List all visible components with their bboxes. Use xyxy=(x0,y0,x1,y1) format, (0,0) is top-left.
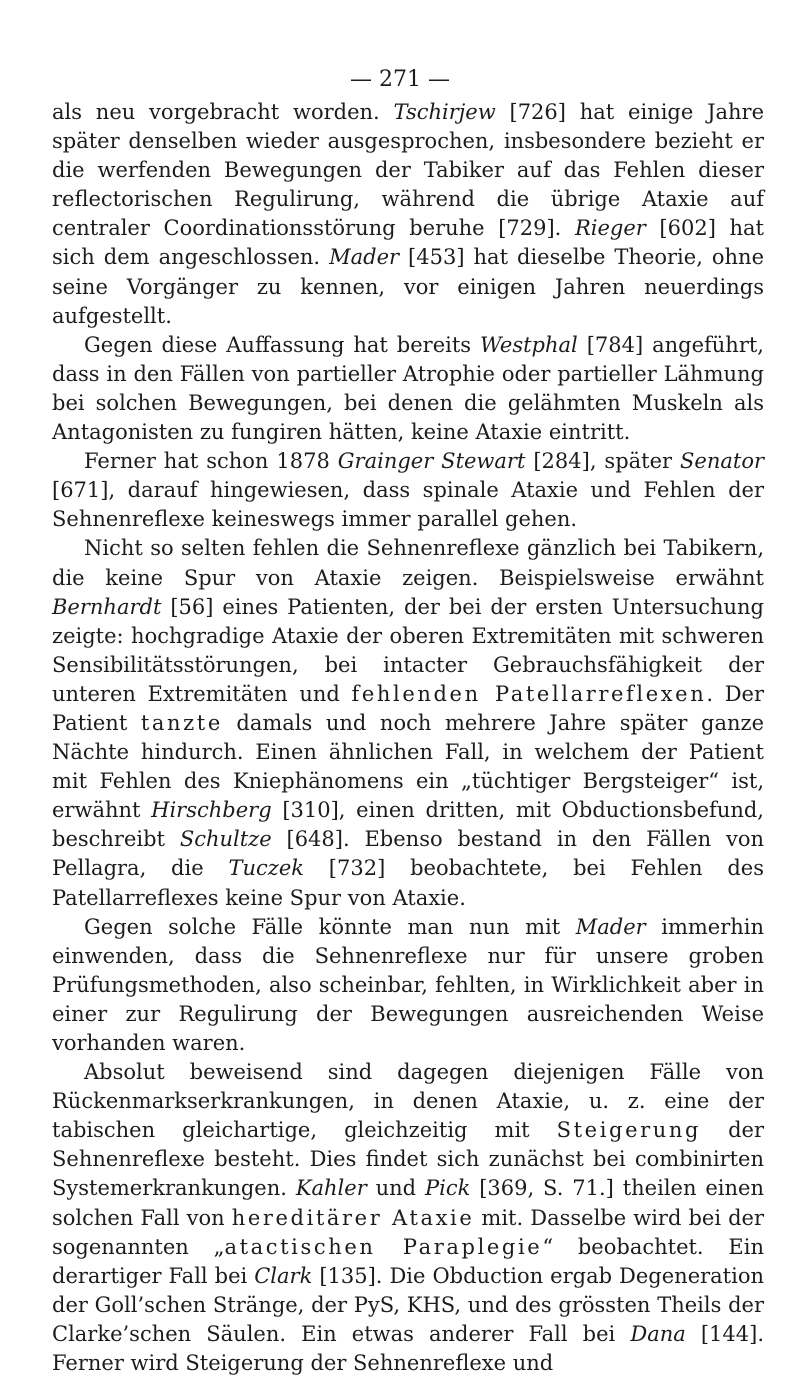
author-name: Bernhardt xyxy=(52,594,162,619)
author-name: Dana xyxy=(630,1321,686,1346)
text-segment: “ beobachtet. Ein derartiger Fall bei xyxy=(52,1234,764,1288)
text-segment: [284], später xyxy=(525,449,681,474)
emphasis-text: tanzte xyxy=(140,710,223,735)
text-segment: [144]. Ferner wird Steigerung der Sehnenreflexe und xyxy=(52,1321,764,1376)
author-name: Grainger Stewart xyxy=(337,449,526,474)
emphasis-text: Steigerung xyxy=(556,1118,702,1143)
text-segment: [56] eines Patienten, der bei der ersten Untersuchung zeigte: hochgradige Ataxie der oberen Extremitäten mit schweren Sensibilitätsstörungen, bei intacter Gebrauchsfähigkeit der unteren Extremitäten und xyxy=(52,594,764,706)
author-name: Tschirjew xyxy=(393,100,496,124)
text-segment: [784] angeführt, dass in den Fällen von partieller Atrophie oder partieller Lähmung bei solchen Bewegungen, bei denen die gelähmten Muskeln als Antagonisten zu fungiren hätten, keine Ataxie eintritt. xyxy=(52,332,764,445)
text-segment: Gegen solche Fälle könnte man nun mit xyxy=(84,914,576,939)
author-name: Mader xyxy=(329,245,400,270)
text-segment: [726] hat einige Jahre später denselben wieder ausgesprochen, insbesondere bezieht er die werfenden Bewegungen der Tabiker auf das Fehlen dieser reflectorischen Regulirung, während die übrige Ataxie auf centraler Coordinationsstörung beruhe [729]. xyxy=(52,100,764,241)
author-name: Senator xyxy=(680,449,764,474)
page-number: — 271 — xyxy=(350,67,450,92)
text-segment: [453] hat dieselbe Theorie, ohne seine Vorgänger zu kennen, vor einigen Jahren neuerdings aufgestellt. xyxy=(52,245,764,328)
author-name: Westphal xyxy=(480,332,578,357)
author-name: Kahler xyxy=(295,1176,367,1201)
text-segment: und xyxy=(366,1176,425,1201)
author-name: Pick xyxy=(425,1176,471,1201)
body-text xyxy=(52,98,764,1378)
text-segment: [310], einen dritten, mit Obductionsbefund, beschreibt xyxy=(52,798,764,852)
emphasis-text: hereditärer Ataxie xyxy=(231,1205,475,1230)
author-name: Mader xyxy=(575,914,646,939)
text-segment: Ferner hat schon 1878 xyxy=(84,449,338,474)
text-segment: als neu vorgebracht worden. xyxy=(52,100,394,124)
text-segment: [602] hat sich dem angeschlossen. xyxy=(52,216,764,270)
paragraph xyxy=(52,913,764,1058)
paragraph xyxy=(52,1058,764,1378)
text-segment: [671], darauf hingewiesen, dass spinale Ataxie und Fehlen der Sehnenreflexe keineswegs immer parallel gehen. xyxy=(52,478,764,532)
emphasis-text: fehlenden Patellarreflexen xyxy=(351,681,707,706)
text-segment: . Der Patient xyxy=(52,681,765,735)
text-segment: damals und noch mehrere Jahre später ganze Nächte hindurch. Einen ähnlichen Fall, in welchem der Patient mit Fehlen des Kniephänomens ein „tüchtiger Bergsteiger“ ist, erwähnt xyxy=(52,710,764,823)
author-name: Clark xyxy=(254,1263,313,1288)
text-segment: der Sehnenreflexe besteht. Dies findet sich zunächst bei combinirten Systemerkrankungen. xyxy=(52,1118,764,1201)
text-segment: [369, S. 71.] theilen einen solchen Fall von xyxy=(52,1176,764,1230)
text-segment: immerhin einwenden, dass die Sehnenreflexe nur für unsere groben Prüfungsmethoden, also scheinbar, fehlten, in Wirklichkeit aber in einer zur Regulirung der Bewegungen ausreichenden Weise vorhanden waren. xyxy=(52,914,764,1055)
text-segment: [648]. Ebenso bestand in den Fällen von Pellagra, die xyxy=(52,827,764,881)
text-segment: [732] beobachtete, bei Fehlen des Patellarreflexes keine Spur von Ataxie. xyxy=(52,856,764,910)
paragraph xyxy=(52,534,764,912)
text-segment: Nicht so selten fehlen die Sehnenreflexe gänzlich bei Tabikern, die keine Spur von Ataxie zeigen. Beispielsweise erwähnt xyxy=(52,536,764,590)
author-name: Rieger xyxy=(574,216,646,241)
paragraph xyxy=(52,331,764,447)
author-name: Schultze xyxy=(179,827,272,852)
paragraph xyxy=(52,98,764,331)
text-segment: Absolut beweisend sind dagegen diejenigen Fälle von Rückenmarkserkrankungen, in denen Ataxie, u. z. eine der tabischen gleichartige, gleichzeitig mit xyxy=(52,1060,764,1143)
paragraph xyxy=(52,447,764,534)
author-name: Hirschberg xyxy=(151,798,272,823)
emphasis-text: atactischen Paraplegie xyxy=(224,1234,543,1259)
text-segment: Gegen diese Auffassung hat bereits xyxy=(84,332,481,357)
text-segment: [135]. Die Obduction ergab Degeneration der Goll’schen Stränge, der PyS, KHS, und des grössten Theils der Clarke’schen Säulen. Ein etwas anderer Fall bei xyxy=(52,1263,764,1346)
text-segment: mit. Dasselbe wird bei der sogenannten „ xyxy=(52,1205,765,1259)
author-name: Tuczek xyxy=(228,856,304,881)
